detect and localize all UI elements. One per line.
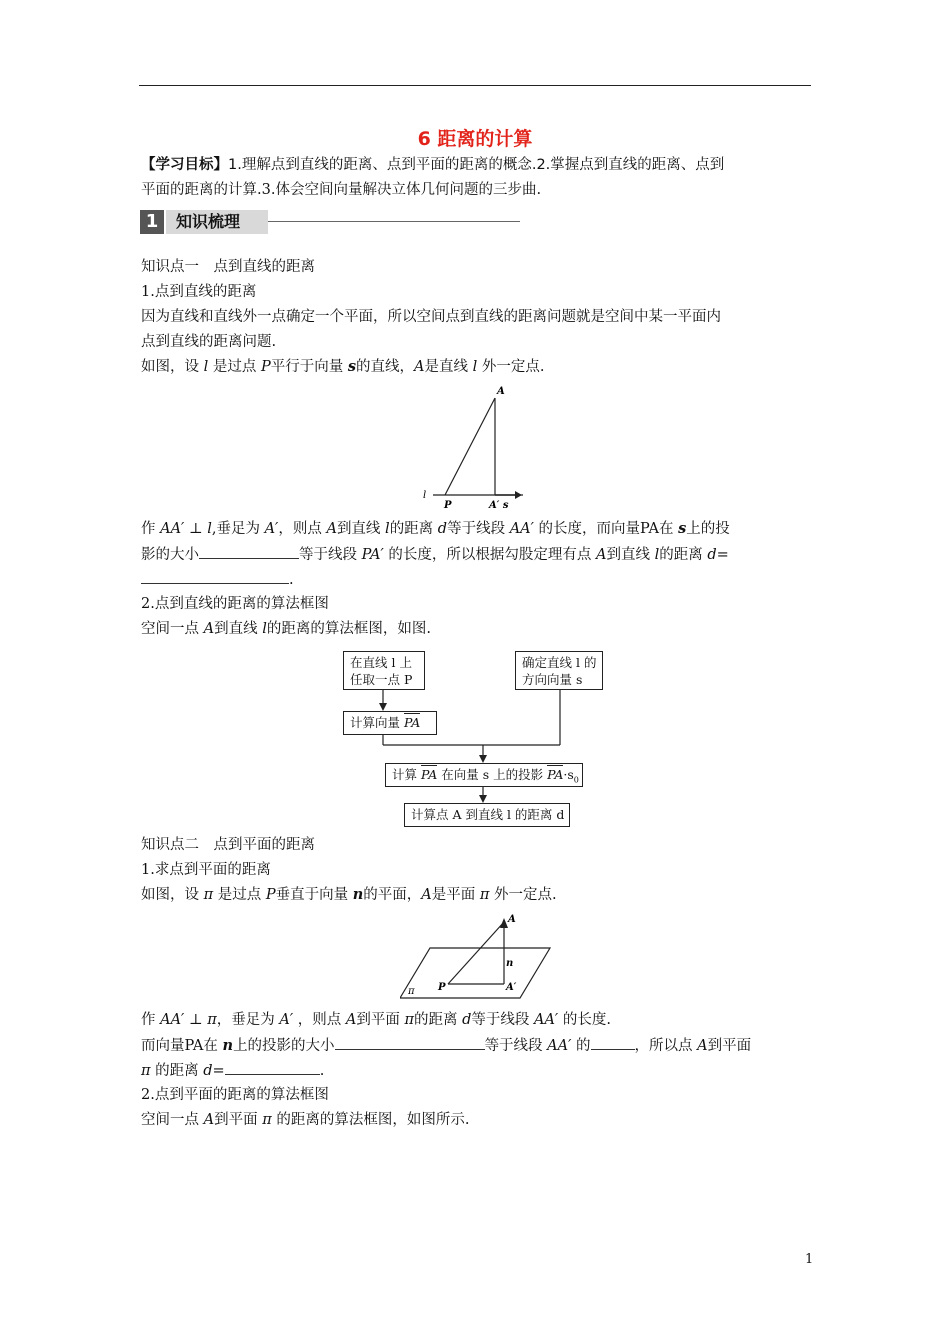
arrowhead-icon [515,491,522,499]
fill-blank-distance[interactable] [141,567,289,584]
kp1-para3: 作 AA′ ⊥ l,垂足为 A′，则点 A到直线 l的距离 d等于线段 AA′ 的长度，而向量PA在 s上的投 [141,520,730,537]
kp2-para4: π 的距离 d= . [141,1058,324,1083]
kp1-sub2: 2.点到直线的距离的算法框图 [141,596,329,612]
kp1-para1-line2: 点到直线的距离问题. [141,334,277,350]
kp1-para4: 影的大小 等于线段 PA′ 的长度，所以根据勾股定理有点 A到直线 l的距离 d= [141,542,729,567]
objectives-line-2: 平面的距离的计算.3.体会空间向量解决立体几何问题的三步曲. [141,182,542,198]
arrowhead-icon [500,918,508,928]
section-divider [268,221,520,222]
arrowhead-icon [479,795,487,803]
section-number: 1 [140,210,164,234]
kp2-para3: 而向量PA在 n上的投影的大小 等于线段 AA′ 的 ，所以点 A到平面 [141,1033,751,1058]
kp2-para1: 如图，设 π 是过点 P垂直于向量 n的平面，A是平面 π 外一定点. [141,886,557,903]
label-A-prime: A′ [506,982,517,993]
kp2-sub2: 2.点到平面的距离的算法框图 [141,1087,329,1103]
page-number: 1 [805,1252,814,1267]
label-n: n [506,958,514,969]
kp1-para2: 如图，设 l 是过点 P平行于向量 s的直线，A是直线 l 外一定点. [141,358,545,375]
label-l: l [423,490,427,501]
plane-pi [400,948,550,998]
point-line-figure [415,380,535,515]
kp2-heading: 知识点二 点到平面的距离 [141,837,315,853]
flow-box-direction-vector: 确定直线 l 的 方向向量 s [515,651,603,690]
label-P: P [438,982,446,993]
kp1-para5: 空间一点 A到直线 l的距离的算法框图，如图. [141,621,431,637]
section-label: 知识梳理 [166,210,268,234]
point-plane-figure [400,908,560,1003]
fill-blank-projection[interactable] [199,542,299,559]
flow-box-compute-vector: 计算向量 PA [343,711,437,735]
page-title: 6 距离的计算 [417,128,533,150]
line-PA [445,398,495,495]
label-P: P [444,500,452,511]
flow-box-compute-projection: 计算 PA 在向量 s 上的投影 $PA\cdot s_0$ [385,763,583,787]
flow-box-pick-point: 在直线 l 上 任取一点 P [343,651,425,690]
arrowhead-icon [479,755,487,763]
objectives-line-1: 【学习目标】1.理解点到直线的距离、点到平面的距离的概念.2.掌握点到直线的距离、点到 [141,157,725,173]
label-A-prime-s: A′ s [489,500,509,511]
header-rule [139,85,811,86]
objectives-label: 【学习目标】 [141,157,228,173]
fill-blank-length[interactable] [591,1033,635,1050]
fill-blank-projection-plane[interactable] [335,1033,485,1050]
kp2-para5: 空间一点 A到平面 π 的距离的算法框图，如图所示. [141,1112,470,1128]
line-PA [448,922,504,984]
kp1-heading: 知识点一 点到直线的距离 [141,259,315,275]
kp1-para1-line1: 因为直线和直线外一点确定一个平面，所以空间点到直线的距离问题就是空间中某一平面内 [141,309,721,325]
kp1-para4-end: . [141,567,294,592]
label-A: A [508,914,516,925]
fill-blank-distance-plane[interactable] [225,1058,320,1075]
arrowhead-icon [379,703,387,711]
label-pi: π [408,986,415,997]
flow-box-compute-distance: 计算点 A 到直线 l 的距离 d [404,803,570,827]
kp2-sub1: 1.求点到平面的距离 [141,862,271,878]
kp2-para2: 作 AA′ ⊥ π，垂足为 A′ ，则点 A到平面 π的距离 d等于线段 AA′ 的长度. [141,1012,611,1028]
label-A: A [497,386,505,397]
kp1-sub1: 1.点到直线的距离 [141,284,257,300]
